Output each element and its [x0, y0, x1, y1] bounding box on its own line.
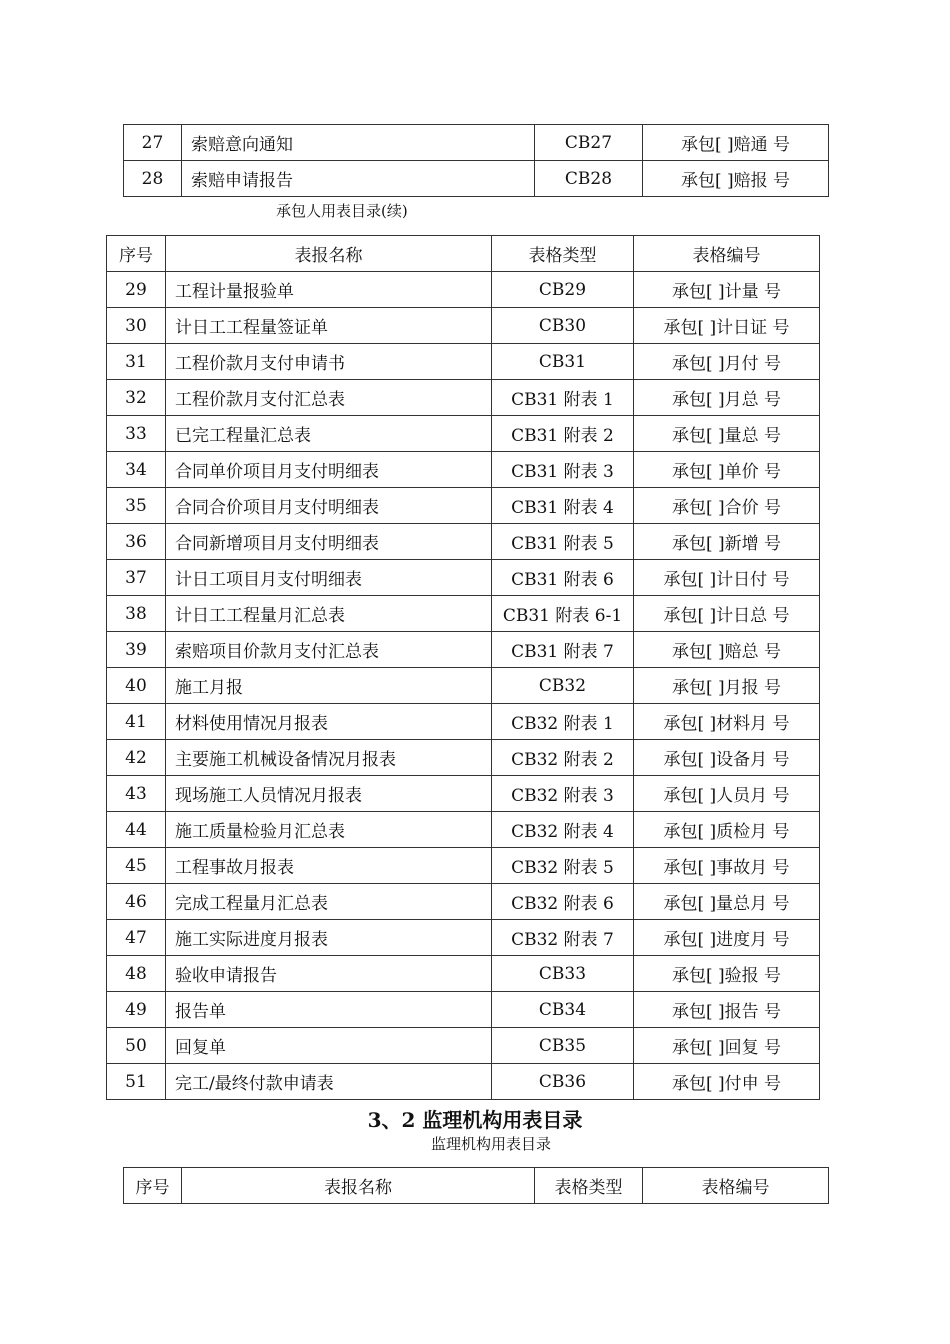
- table-row: [107, 1028, 820, 1064]
- row-number-cell: 48: [107, 956, 166, 992]
- form-name-cell: 合同单价项目月支付明细表: [166, 452, 492, 488]
- form-name-cell: 合同合价项目月支付明细表: [166, 488, 492, 524]
- table-header-row: [107, 236, 820, 272]
- contractor-forms-table: [106, 235, 820, 1100]
- form-type-cell: CB31 附表 5: [492, 524, 634, 560]
- table-row: [107, 380, 820, 416]
- header-code: 表格编号: [643, 1168, 829, 1204]
- row-number-cell: 42: [107, 740, 166, 776]
- table-row: [107, 524, 820, 560]
- form-type-cell: CB30: [492, 308, 634, 344]
- form-code-cell: 承包[ ]事故月 号: [634, 848, 820, 884]
- form-name-cell: 工程价款月支付汇总表: [166, 380, 492, 416]
- form-name-cell: 施工实际进度月报表: [166, 920, 492, 956]
- form-code-cell: 承包[ ]材料月 号: [634, 704, 820, 740]
- form-name-cell: 完成工程量月汇总表: [166, 884, 492, 920]
- table-row: [107, 884, 820, 920]
- header-name: 表报名称: [182, 1168, 535, 1204]
- form-name-cell: 工程价款月支付申请书: [166, 344, 492, 380]
- form-code-cell: 承包[ ]月报 号: [634, 668, 820, 704]
- form-code-cell: 承包[ ]月总 号: [634, 380, 820, 416]
- form-name-cell: 合同新增项目月支付明细表: [166, 524, 492, 560]
- form-type-cell: CB31 附表 6-1: [492, 596, 634, 632]
- table-row: [107, 452, 820, 488]
- form-name-cell: 施工月报: [166, 668, 492, 704]
- row-number-cell: 44: [107, 812, 166, 848]
- row-number-cell: 28: [124, 161, 182, 197]
- form-code-cell: 承包[ ]赔总 号: [634, 632, 820, 668]
- row-number-cell: 32: [107, 380, 166, 416]
- row-number-cell: 33: [107, 416, 166, 452]
- row-number-cell: 30: [107, 308, 166, 344]
- row-number-cell: 40: [107, 668, 166, 704]
- row-number-cell: 39: [107, 632, 166, 668]
- form-code-cell: 承包[ ]回复 号: [634, 1028, 820, 1064]
- table-row: [107, 560, 820, 596]
- table-row: [107, 848, 820, 884]
- form-type-cell: CB34: [492, 992, 634, 1028]
- header-name: 表报名称: [166, 236, 492, 272]
- form-type-cell: CB31 附表 1: [492, 380, 634, 416]
- form-type-cell: CB36: [492, 1064, 634, 1100]
- form-type-cell: CB27: [535, 125, 643, 161]
- row-number-cell: 27: [124, 125, 182, 161]
- header-no: 序号: [107, 236, 166, 272]
- form-name-cell: 材料使用情况月报表: [166, 704, 492, 740]
- row-number-cell: 37: [107, 560, 166, 596]
- row-number-cell: 38: [107, 596, 166, 632]
- row-number-cell: 45: [107, 848, 166, 884]
- form-type-cell: CB28: [535, 161, 643, 197]
- row-number-cell: 43: [107, 776, 166, 812]
- form-code-cell: 承包[ ]新增 号: [634, 524, 820, 560]
- contractor-forms-caption: 承包人用表目录(续): [276, 202, 408, 220]
- form-type-cell: CB35: [492, 1028, 634, 1064]
- table-row: [107, 992, 820, 1028]
- table-row: [107, 488, 820, 524]
- form-code-cell: 承包[ ]计日总 号: [634, 596, 820, 632]
- table-row: [107, 920, 820, 956]
- row-number-cell: 31: [107, 344, 166, 380]
- header-type: 表格类型: [492, 236, 634, 272]
- form-type-cell: CB32 附表 1: [492, 704, 634, 740]
- form-name-cell: 索赔项目价款月支付汇总表: [166, 632, 492, 668]
- form-name-cell: 计日工工程量月汇总表: [166, 596, 492, 632]
- form-type-cell: CB31 附表 4: [492, 488, 634, 524]
- table-row: [107, 812, 820, 848]
- row-number-cell: 35: [107, 488, 166, 524]
- form-type-cell: CB33: [492, 956, 634, 992]
- form-type-cell: CB32 附表 4: [492, 812, 634, 848]
- form-type-cell: CB32 附表 3: [492, 776, 634, 812]
- form-code-cell: 承包[ ]进度月 号: [634, 920, 820, 956]
- form-name-cell: 索赔申请报告: [182, 161, 535, 197]
- form-type-cell: CB32 附表 6: [492, 884, 634, 920]
- form-code-cell: 承包[ ]设备月 号: [634, 740, 820, 776]
- form-name-cell: 索赔意向通知: [182, 125, 535, 161]
- form-type-cell: CB29: [492, 272, 634, 308]
- row-number-cell: 46: [107, 884, 166, 920]
- form-code-cell: 承包[ ]计日付 号: [634, 560, 820, 596]
- form-type-cell: CB32 附表 7: [492, 920, 634, 956]
- form-code-cell: 承包[ ]计日证 号: [634, 308, 820, 344]
- row-number-cell: 51: [107, 1064, 166, 1100]
- table-row: [107, 1064, 820, 1100]
- table-row: [107, 632, 820, 668]
- form-code-cell: 承包[ ]验报 号: [634, 956, 820, 992]
- form-name-cell: 已完工程量汇总表: [166, 416, 492, 452]
- form-code-cell: 承包[ ]质检月 号: [634, 812, 820, 848]
- form-code-cell: 承包[ ]量总 号: [634, 416, 820, 452]
- table-row: [107, 272, 820, 308]
- contractor-forms-table-previous: [123, 124, 829, 197]
- supervisor-forms-table: [123, 1167, 829, 1204]
- form-code-cell: 承包[ ]付申 号: [634, 1064, 820, 1100]
- form-code-cell: 承包[ ]月付 号: [634, 344, 820, 380]
- form-code-cell: 承包[ ]单价 号: [634, 452, 820, 488]
- form-name-cell: 施工质量检验月汇总表: [166, 812, 492, 848]
- table-header-row: [124, 1168, 829, 1204]
- row-number-cell: 49: [107, 992, 166, 1028]
- form-name-cell: 工程事故月报表: [166, 848, 492, 884]
- form-name-cell: 报告单: [166, 992, 492, 1028]
- form-name-cell: 计日工项目月支付明细表: [166, 560, 492, 596]
- row-number-cell: 29: [107, 272, 166, 308]
- form-type-cell: CB32 附表 2: [492, 740, 634, 776]
- form-name-cell: 验收申请报告: [166, 956, 492, 992]
- form-type-cell: CB31 附表 7: [492, 632, 634, 668]
- form-type-cell: CB31 附表 3: [492, 452, 634, 488]
- form-code-cell: 承包[ ]赔报 号: [643, 161, 829, 197]
- form-type-cell: CB31: [492, 344, 634, 380]
- form-type-cell: CB32 附表 5: [492, 848, 634, 884]
- form-code-cell: 承包[ ]赔通 号: [643, 125, 829, 161]
- form-code-cell: 承包[ ]报告 号: [634, 992, 820, 1028]
- form-code-cell: 承包[ ]人员月 号: [634, 776, 820, 812]
- table-row: [107, 596, 820, 632]
- form-name-cell: 完工/最终付款申请表: [166, 1064, 492, 1100]
- row-number-cell: 50: [107, 1028, 166, 1064]
- table-row: [107, 308, 820, 344]
- form-code-cell: 承包[ ]量总月 号: [634, 884, 820, 920]
- form-name-cell: 主要施工机械设备情况月报表: [166, 740, 492, 776]
- table-row: [107, 344, 820, 380]
- table-row: [107, 776, 820, 812]
- form-name-cell: 回复单: [166, 1028, 492, 1064]
- form-type-cell: CB32: [492, 668, 634, 704]
- table-row: [107, 704, 820, 740]
- table-row: [107, 668, 820, 704]
- row-number-cell: 36: [107, 524, 166, 560]
- section-heading: 3、2 监理机构用表目录: [367, 1108, 583, 1132]
- form-type-cell: CB31 附表 6: [492, 560, 634, 596]
- form-name-cell: 计日工工程量签证单: [166, 308, 492, 344]
- header-no: 序号: [124, 1168, 182, 1204]
- table-row: [124, 125, 829, 161]
- form-name-cell: 现场施工人员情况月报表: [166, 776, 492, 812]
- form-type-cell: CB31 附表 2: [492, 416, 634, 452]
- form-name-cell: 工程计量报验单: [166, 272, 492, 308]
- table-row: [107, 416, 820, 452]
- header-code: 表格编号: [634, 236, 820, 272]
- table-row: [107, 740, 820, 776]
- table-row: [107, 956, 820, 992]
- form-code-cell: 承包[ ]合价 号: [634, 488, 820, 524]
- table-row: [124, 161, 829, 197]
- form-code-cell: 承包[ ]计量 号: [634, 272, 820, 308]
- header-type: 表格类型: [535, 1168, 643, 1204]
- row-number-cell: 47: [107, 920, 166, 956]
- supervisor-forms-caption: 监理机构用表目录: [431, 1135, 552, 1153]
- row-number-cell: 41: [107, 704, 166, 740]
- row-number-cell: 34: [107, 452, 166, 488]
